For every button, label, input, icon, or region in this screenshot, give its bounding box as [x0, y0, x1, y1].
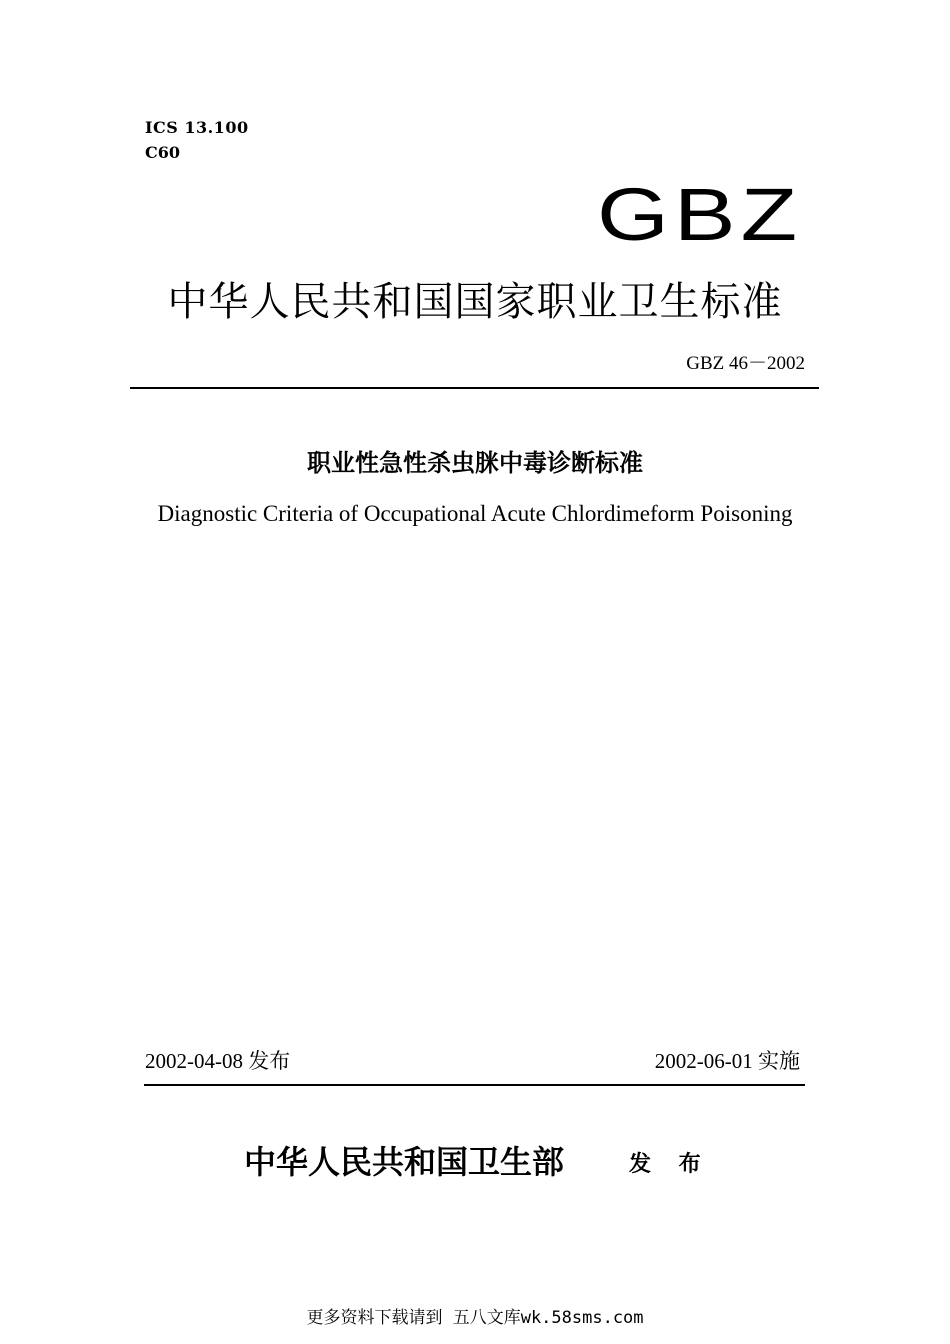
publisher-name: 中华人民共和国卫生部: [244, 1143, 565, 1181]
standard-number: GBZ 46－2002: [686, 353, 805, 374]
download-footer: 更多资料下载请到 五八文库wk.58sms.com: [306, 1308, 644, 1328]
publish-label: 发 布: [629, 1152, 711, 1177]
effective-date: 2002-06-01 实施: [654, 1049, 800, 1073]
footer-divider: [144, 1084, 805, 1086]
gbz-mark: GBZ: [596, 173, 802, 256]
issue-date: 2002-04-08 发布: [145, 1049, 291, 1073]
ics-code: ICS 13.100: [145, 118, 249, 137]
standard-type-title: 中华人民共和国国家职业卫生标准: [167, 279, 783, 325]
document-title-english: Diagnostic Criteria of Occupational Acute Chlordimeform Poisoning: [157, 501, 793, 526]
classification-code: C60: [145, 143, 180, 162]
header-divider: [130, 387, 819, 389]
document-title-chinese: 职业性急性杀虫脒中毒诊断标准: [307, 449, 643, 477]
